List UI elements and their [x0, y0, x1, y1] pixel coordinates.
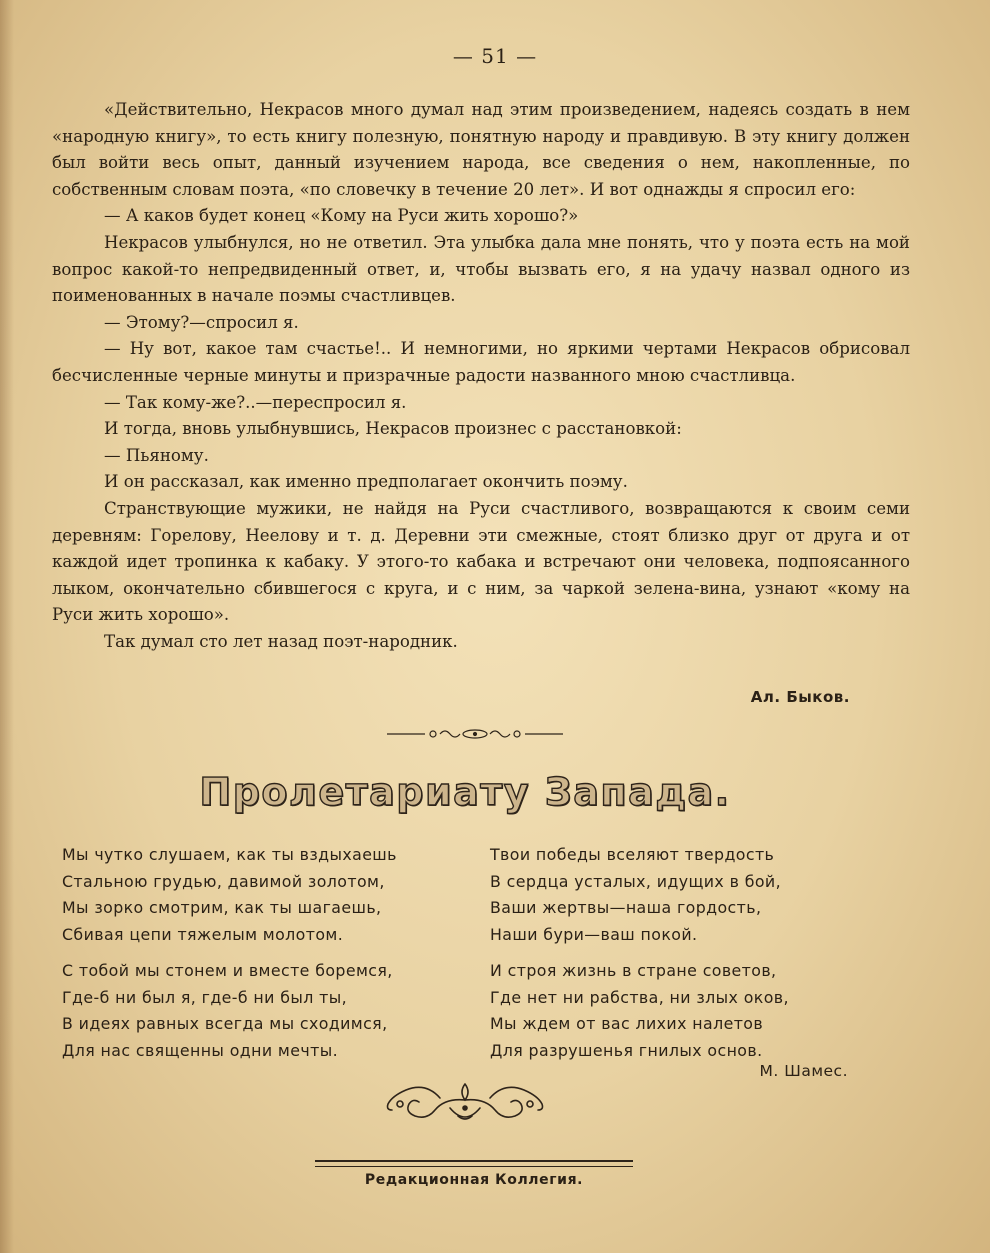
- article-paragraph: Некрасов улыбнулся, но не ответил. Эта улыбка дала мне понять, что у поэта есть на мой вопрос какой-то непредвиденный ответ, и, чтобы вызвать его, я на удачу назвал одного из поименованных в начале поэмы счастливцев.: [52, 232, 910, 306]
- poem-left-column: [62, 842, 472, 1074]
- poem-line: И строя жизнь в стране советов,: [490, 961, 777, 980]
- article-paragraph: — Этому?—спросил я.: [104, 312, 299, 332]
- article-paragraph: И тогда, вновь улыбнувшись, Некрасов произнес с расстановкой:: [104, 419, 682, 439]
- poem-line: В идеях равных всегда мы сходимся,: [62, 1014, 388, 1033]
- section-divider-ornament: [385, 724, 565, 744]
- footer-rule: [315, 1160, 633, 1167]
- poem-line: В сердца усталых, идущих в бой,: [490, 871, 782, 891]
- poem-stanza: [62, 958, 472, 1064]
- vignette-ornament: [380, 1078, 550, 1126]
- poem-stanza: [490, 842, 890, 948]
- poem-line: Стальною грудью, давимой золотом,: [62, 871, 385, 891]
- poem-line: С тобой мы стонем и вместе боремся,: [62, 961, 393, 980]
- poem-stanza: [62, 842, 472, 948]
- article-paragraph: Странствующие мужики, не найдя на Руси счастливого, возвращаются к своим семи деревням: Горелову, Неелову и т. д. Деревни эти смежные, стоят близко друг от друга и от каждой идет тропинка к кабаку. У этого-то кабака и встречают они человека, подпоясанного лыком, окончательно сбившегося с круга, и с ним, за чаркой зелена-вина, узнают «кому на Руси жить хорошо».: [52, 498, 910, 625]
- article-signature: Ал. Быков.: [750, 688, 850, 706]
- poem-line: Где нет ни рабства, ни злых оков,: [490, 987, 789, 1007]
- poem-signature: М. Шамес.: [759, 1062, 848, 1080]
- article-paragraph: Так думал сто лет назад поэт-народник.: [104, 631, 458, 651]
- article-paragraph: И он рассказал, как именно предполагает окончить поэму.: [104, 472, 628, 492]
- article-paragraph: — Ну вот, какое там счастье!.. И немногими, но яркими чертами Некрасов обрисовал бесчисленные черные минуты и призрачные радости названного мною счастливца.: [52, 339, 910, 385]
- article-body: [52, 97, 910, 655]
- article-paragraph: «Действительно, Некрасов много думал над этим произведением, надеясь создать в нем «народную книгу», то есть книгу полезную, понятную народу и правдивую. В эту книгу должен был войти весь опыт, данный изучением народа, все сведения о нем, накопленные, по собственным словам поэта, «по словечку в течение 20 лет». И вот однажды я спросил его:: [52, 100, 910, 199]
- poem-line: Сбивая цепи тяжелым молотом.: [62, 924, 344, 944]
- poem-line: Для разрушенья гнилых основ.: [490, 1040, 763, 1060]
- article-paragraph: — Так кому-же?..—переспросил я.: [104, 392, 407, 412]
- page-edge-shadow: [0, 0, 14, 1253]
- poem-title: Пролетариату Запада.: [199, 770, 731, 814]
- poem-line: Мы чутко слушаем, как ты вздыхаешь: [62, 845, 397, 864]
- article-paragraph: — А каков будет конец «Кому на Руси жить хорошо?»: [104, 206, 579, 226]
- poem-line: Где-б ни был я, где-б ни был ты,: [62, 987, 348, 1007]
- poem-stanza: [490, 958, 890, 1064]
- editorial-board-credit: Редакционная Коллегия.: [364, 1172, 584, 1188]
- poem-line: Мы ждем от вас лихих налетов: [490, 1014, 764, 1033]
- page-number: — 51 —: [452, 44, 538, 68]
- poem-line: Мы зорко смотрим, как ты шагаешь,: [62, 898, 382, 917]
- article-paragraph: — Пьяному.: [104, 445, 209, 465]
- poem-line: Для нас священны одни мечты.: [62, 1040, 338, 1060]
- poem-line: Наши бури—ваш покой.: [490, 924, 698, 944]
- poem-right-column: [490, 842, 890, 1074]
- poem-line: Твои победы вселяют твердость: [490, 845, 775, 864]
- poem-line: Ваши жертвы—наша гордость,: [490, 898, 762, 917]
